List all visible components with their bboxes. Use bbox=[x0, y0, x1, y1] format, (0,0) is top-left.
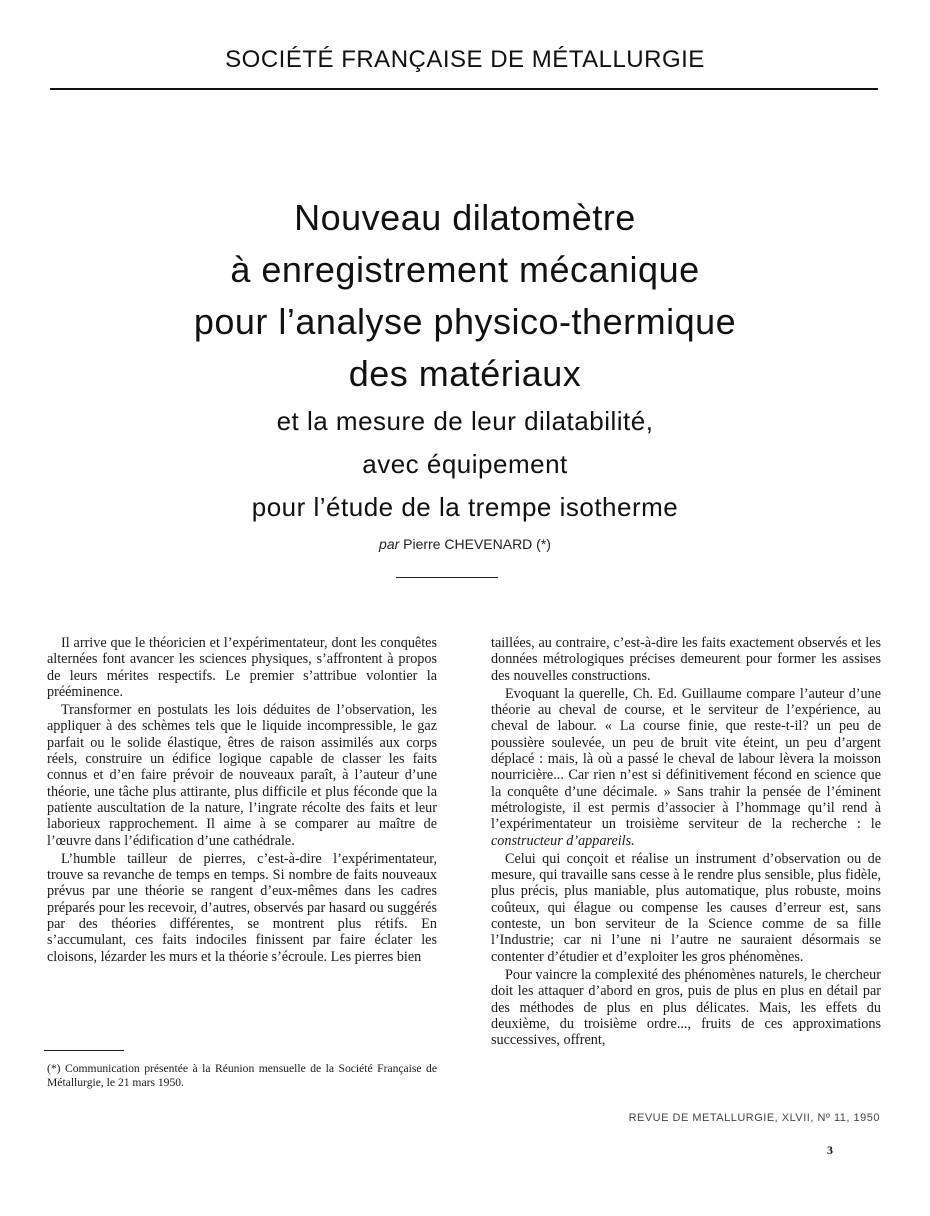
title-line: Nouveau dilatomètre bbox=[294, 197, 636, 238]
footnote-rule bbox=[44, 1050, 124, 1051]
author-name: Pierre CHEVENARD (*) bbox=[403, 536, 551, 552]
title-separator-rule bbox=[396, 577, 498, 578]
title-line: pour l’analyse physico-thermique bbox=[193, 301, 737, 342]
body-text: Evoquant la querelle, Ch. Ed. Guillaume compare l’auteur d’une théorie au cheval de course, et le serviteur de l’expérience, au cheval de labour. « La course finie, que reste-t-il? un peu de poussière soulevée, un peu de bruit vite éteint, un peu d’argent déplacé : mais, là où a passé le cheval de labour lèvera la moisson nourricière... Car rien n’est si définitivement fécond en science que la conquête d’une décimale. » Sans trahir la pensée de l’éminent métrologiste, il est permis d’associer à l’hommage qu’il rend à l’expérimentateur un troisième serviteur de la recherche : le bbox=[491, 685, 881, 833]
article-title bbox=[0, 192, 930, 529]
body-paragraph: Il arrive que le théoricien et l’expérimentateur, dont les conquêtes alternées font avancer les sciences physiques, s’affrontent à propos de leurs mérites respectifs. Le premier s’attribue volontier la prééminence. bbox=[47, 635, 437, 700]
body-paragraph bbox=[491, 686, 881, 849]
journal-header: SOCIÉTÉ FRANÇAISE DE MÉTALLURGIE bbox=[225, 46, 705, 73]
footnote: (*) Communication présentée à la Réunion mensuelle de la Société Française de Métallurgie, le 21 mars 1950. bbox=[47, 1062, 437, 1089]
emphasis-text: constructeur d’appareils. bbox=[491, 832, 635, 849]
body-paragraph: taillées, au contraire, c’est-à-dire les faits exactement observés et les données métrologiques précises demeurent pour former les assises des nouvelles constructions. bbox=[491, 635, 881, 684]
subtitle-line: et la mesure de leur dilatabilité, bbox=[276, 406, 654, 436]
body-column-left bbox=[47, 635, 437, 965]
body-column-right bbox=[491, 635, 881, 1048]
body-paragraph: Transformer en postulats les lois déduites de l’observation, les appliquer à des schèmes tels que le liquide incompressible, le gaz parfait ou le solide élastique, êtres de raison assimilés aux corps réels, construire un édifice logique capable de classer les faits connus et d’en faire prévoir de nouveaux paraît, à l’auteur d’une théorie, une tâche plus attirante, plus difficile et plus féconde que la patiente auscultation de la nature, l’ingrate récolte des faits et leur laborieux rapprochement. Il aime à se comparer au maître de l’œuvre dans l’édification d’une cathédrale. bbox=[47, 702, 437, 849]
author-by: par bbox=[379, 536, 400, 552]
body-paragraph: Celui qui conçoit et réalise un instrument d’observation ou de mesure, qui travaille sans cesse à le rendre plus sensible, plus fidèle, plus précis, plus maniable, plus automatique, plus robuste, moins coûteux, qui élague ou compense les causes d’erreur est, sans conteste, un bon serviteur de la Science comme de sa fille l’Industrie; car ni l’une ni l’autre ne sauraient désormais se contenter d’étudier et d’exploiter les gros phénomènes. bbox=[491, 850, 881, 965]
page-number: 3 bbox=[827, 1143, 833, 1157]
author-line bbox=[0, 536, 930, 552]
header-rule bbox=[50, 88, 878, 90]
title-line: à enregistrement mécanique bbox=[230, 249, 700, 290]
subtitle-line: pour l’étude de la trempe isotherme bbox=[251, 492, 679, 522]
body-paragraph: Pour vaincre la complexité des phénomènes naturels, le chercheur doit les attaquer d’abord en gros, puis de plus en plus en détail par des méthodes de plus en plus délicates. Mais, les effets du deuxième, du troisième ordre..., fruits de ces approximations successives, offrent, bbox=[491, 966, 881, 1049]
body-paragraph: L’humble tailleur de pierres, c’est-à-dire l’expérimentateur, trouve sa revanche de temps en temps. Si nombre de faits nouveaux prévus par une théorie se rangent d’eux-mêmes dans les cadres préparés pour les recevoir, d’autres, observés par hasard ou suggérés par des théories différentes, se montrent plus rétifs. En s’accumulant, ces faits indociles finissent par faire éclater les cloisons, lézarder les murs et la théorie s’écroule. Les pierres bien bbox=[47, 850, 437, 965]
title-line: des matériaux bbox=[348, 353, 582, 394]
journal-reference: REVUE DE METALLURGIE, XLVII, Nº 11, 1950 bbox=[628, 1112, 880, 1124]
subtitle-line: avec équipement bbox=[362, 449, 568, 479]
